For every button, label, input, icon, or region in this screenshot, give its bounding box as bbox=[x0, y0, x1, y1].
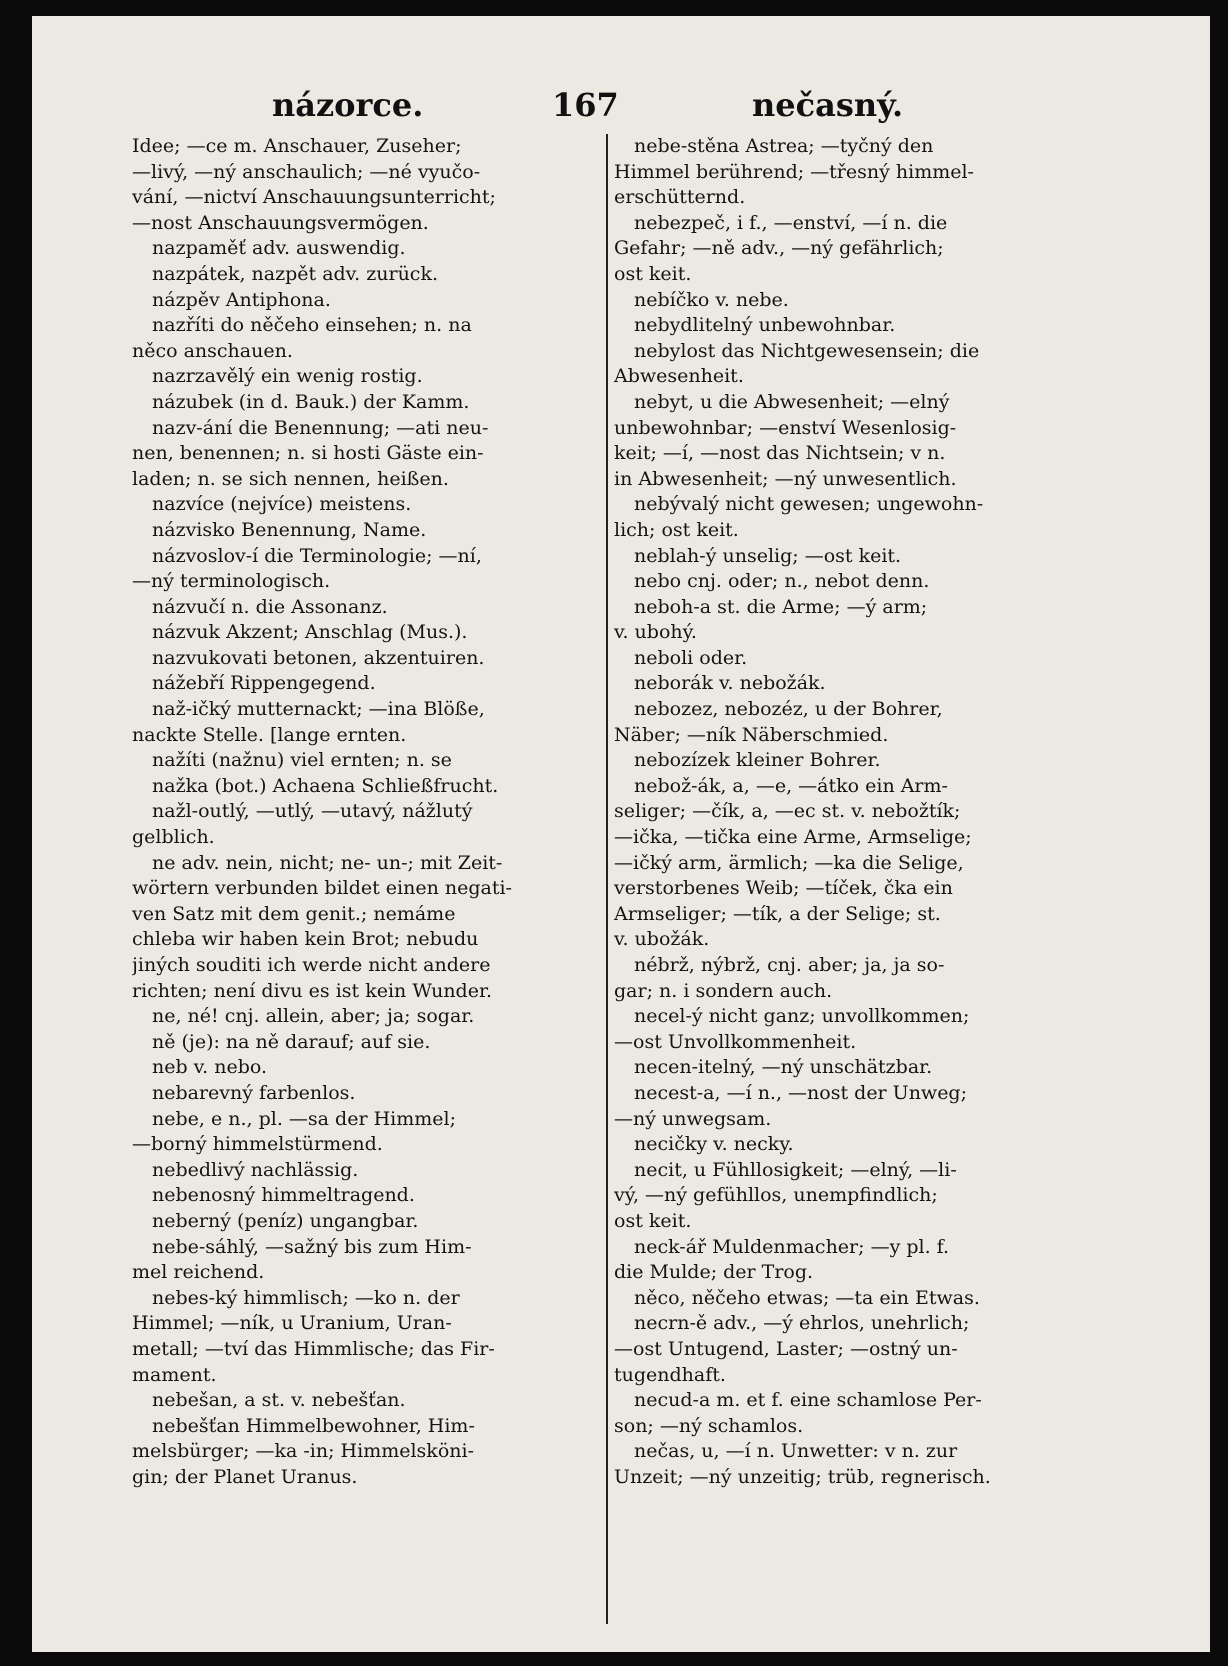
entry-line: názvoslov-í die Terminologie; —ní, bbox=[152, 544, 482, 567]
entry-line: v. ubožák. bbox=[614, 928, 710, 951]
entry-line: ne adv. nein, nicht; ne- un-; mit Zeit- bbox=[152, 851, 503, 874]
entry-line: —ný terminologisch. bbox=[132, 570, 331, 593]
entry-line: necel-ý nicht ganz; unvollkommen; bbox=[634, 1005, 970, 1028]
entry-line: názpěv Antiphona. bbox=[152, 288, 331, 311]
entry-line: nazvíce (nejvíce) meistens. bbox=[152, 493, 412, 516]
entry-line: nazpaměť adv. auswendig. bbox=[152, 237, 406, 260]
right-column bbox=[614, 134, 1084, 1624]
entry-line: nebozízek kleiner Bohrer. bbox=[634, 749, 881, 772]
entry-line: nebylost das Nichtgewesensein; die bbox=[634, 339, 980, 362]
entry-line: něco anschauen. bbox=[132, 339, 293, 362]
entry-line: nebedlivý nachlässig. bbox=[152, 1158, 359, 1181]
entry-line: nen, benennen; n. si hosti Gäste ein- bbox=[132, 442, 484, 465]
entry-line: nebarevný farbenlos. bbox=[152, 1081, 356, 1104]
entry-line: neboh-a st. die Arme; —ý arm; bbox=[634, 595, 928, 618]
entry-line: ven Satz mit dem genit.; nemáme bbox=[132, 902, 456, 925]
entry-line: Himmel berührend; —třesný himmel- bbox=[614, 160, 974, 183]
entry-line: die Mulde; der Trog. bbox=[614, 1261, 814, 1284]
entry-line: nečas, u, —í n. Unwetter: v n. zur bbox=[634, 1440, 958, 1463]
entry-line: tugendhaft. bbox=[614, 1363, 726, 1386]
entry-line: nebíčko v. nebe. bbox=[634, 288, 789, 311]
entry-line: necičky v. necky. bbox=[634, 1133, 794, 1156]
entry-line: ost keit. bbox=[614, 262, 692, 285]
entry-line: neck-ář Muldenmacher; —y pl. f. bbox=[634, 1235, 950, 1258]
entry-line: ne, né! cnj. allein, aber; ja; sogar. bbox=[152, 1005, 475, 1028]
entry-line: son; —ný schamlos. bbox=[614, 1414, 804, 1437]
entry-line: melsbürger; —ka -in; Himmelsköni- bbox=[132, 1440, 474, 1463]
entry-line: chleba wir haben kein Brot; nebudu bbox=[132, 928, 479, 951]
entry-line: Himmel; —ník, u Uranium, Uran- bbox=[132, 1312, 452, 1335]
entry-line: nazpátek, nazpět adv. zurück. bbox=[152, 262, 439, 285]
entry-line: Näber; —ník Näberschmied. bbox=[614, 723, 889, 746]
entry-line: nazříti do něčeho einsehen; n. na bbox=[152, 314, 472, 337]
entry-line: vý, —ný gefühllos, unempfindlich; bbox=[614, 1184, 938, 1207]
entry-line: necen-itelný, —ný unschätzbar. bbox=[634, 1056, 933, 1079]
entry-line: nackte Stelle. [lange ernten. bbox=[132, 723, 407, 746]
entry-line: neborák v. nebožák. bbox=[634, 672, 826, 695]
entry-line: laden; n. se sich nennen, heißen. bbox=[132, 467, 449, 490]
entry-line: keit; —í, —nost das Nichtsein; v n. bbox=[614, 442, 946, 465]
entry-line: mament. bbox=[132, 1363, 217, 1386]
entry-line: názvuk Akzent; Anschlag (Mus.). bbox=[152, 621, 468, 644]
entry-line: necest-a, —í n., —nost der Unweg; bbox=[634, 1081, 968, 1104]
entry-line: jiných souditi ich werde nicht andere bbox=[132, 954, 491, 976]
entry-line: —ný unwegsam. bbox=[614, 1107, 772, 1130]
entry-line: názubek (in d. Bauk.) der Kamm. bbox=[152, 390, 470, 413]
entry-line: něco, něčeho etwas; —ta ein Etwas. bbox=[634, 1286, 980, 1309]
entry-line: ost keit. bbox=[614, 1209, 692, 1232]
entry-line: nebešan, a st. v. nebešťan. bbox=[152, 1389, 406, 1412]
entry-line: Idee; —ce m. Anschauer, Zuseher; bbox=[132, 135, 462, 157]
entry-line: lich; ost keit. bbox=[614, 518, 739, 541]
entry-line: nebo cnj. oder; n., nebot denn. bbox=[634, 570, 930, 593]
entry-line: —ost Unvollkommenheit. bbox=[614, 1030, 857, 1053]
entry-line: —borný himmelstürmend. bbox=[132, 1133, 383, 1156]
page-number: 167 bbox=[552, 86, 619, 124]
entry-line: Unzeit; —ný unzeitig; trüb, regnerisch. bbox=[614, 1465, 991, 1488]
entry-line: —livý, —ný anschaulich; —né vyučo- bbox=[132, 160, 481, 183]
entry-line: nažíti (nažnu) viel ernten; n. se bbox=[152, 749, 452, 772]
entry-line: nazrzavělý ein wenig rostig. bbox=[152, 365, 423, 388]
entry-line: nebož-ák, a, —e, —átko ein Arm- bbox=[634, 774, 948, 797]
entry-line: nébrž, nýbrž, cnj. aber; ja, ja so- bbox=[634, 954, 945, 976]
entry-line: nebyt, u die Abwesenheit; —elný bbox=[634, 390, 950, 413]
entry-line: nážebří Rippengegend. bbox=[152, 672, 376, 695]
entry-line: —ička, —tička eine Arme, Armselige; bbox=[614, 826, 972, 849]
entry-line: vání, —nictví Anschauungsunterricht; bbox=[132, 186, 496, 209]
entry-line: nebes-ký himmlisch; —ko n. der bbox=[152, 1286, 460, 1309]
entry-line: nažl-outlý, —utlý, —utavý, nážlutý bbox=[152, 800, 473, 823]
entry-line: nebydlitelný unbewohnbar. bbox=[634, 314, 896, 337]
entry-line: názvučí n. die Assonanz. bbox=[152, 595, 388, 618]
entry-line: Armseliger; —tík, a der Selige; st. bbox=[614, 902, 941, 925]
entry-line: gelblich. bbox=[132, 826, 215, 849]
entry-line: erschütternd. bbox=[614, 186, 746, 209]
entry-line: unbewohnbar; —enství Wesenlosig- bbox=[614, 416, 957, 439]
entry-line: nebezpeč, i f., —enství, —í n. die bbox=[634, 211, 948, 234]
entry-line: nazvukovati betonen, akzentuiren. bbox=[152, 646, 485, 669]
entry-line: necud-a m. et f. eine schamlose Per- bbox=[634, 1389, 982, 1412]
entry-line: in Abwesenheit; —ný unwesentlich. bbox=[614, 467, 957, 490]
entry-line: nebe, e n., pl. —sa der Himmel; bbox=[152, 1107, 456, 1130]
entry-line: nebozez, nebozéz, u der Bohrer, bbox=[634, 698, 943, 721]
entry-line: nebývalý nicht gewesen; ungewohn- bbox=[634, 493, 984, 516]
entry-line: neb v. nebo. bbox=[152, 1056, 268, 1079]
entry-line: gar; n. i sondern auch. bbox=[614, 979, 833, 1002]
entry-line: necit, u Fühllosigkeit; —elný, —li- bbox=[634, 1158, 957, 1181]
entry-line: neberný (peníz) ungangbar. bbox=[152, 1209, 419, 1232]
entry-line: mel reichend. bbox=[132, 1261, 265, 1284]
header-last-word: nečasný. bbox=[752, 86, 904, 124]
entry-line: názvisko Benennung, Name. bbox=[152, 518, 427, 541]
entry-line: nebešťan Himmelbewohner, Him- bbox=[152, 1414, 475, 1437]
entry-line: ně (je): na ně darauf; auf sie. bbox=[152, 1030, 431, 1053]
entry-line: Abwesenheit. bbox=[614, 365, 744, 388]
entry-line: neblah-ý unselig; —ost keit. bbox=[634, 544, 902, 567]
entry-line: v. ubohý. bbox=[614, 621, 697, 644]
entry-line: richten; není divu es ist kein Wunder. bbox=[132, 979, 492, 1002]
entry-line: —ičký arm, ärmlich; —ka die Selige, bbox=[614, 851, 964, 874]
entry-line: nazv-ání die Benennung; —ati neu- bbox=[152, 416, 489, 439]
entry-line: Gefahr; —ně adv., —ný gefährlich; bbox=[614, 237, 944, 260]
entry-line: seliger; —čík, a, —ec st. v. nebožtík; bbox=[614, 800, 961, 823]
entry-line: gin; der Planet Uranus. bbox=[132, 1465, 358, 1488]
entry-line: nebenosný himmeltragend. bbox=[152, 1184, 415, 1207]
entry-line: metall; —tví das Himmlische; das Fir- bbox=[132, 1337, 495, 1360]
entry-line: verstorbenes Weib; —tíček, čka ein bbox=[614, 877, 953, 900]
entry-line: naž-ičký mutternackt; —ina Blöße, bbox=[152, 698, 485, 721]
entry-line: necrn-ě adv., —ý ehrlos, unehrlich; bbox=[634, 1312, 970, 1335]
page-header bbox=[32, 86, 1210, 126]
entry-line: wörtern verbunden bildet einen negati- bbox=[132, 877, 512, 900]
entry-line: nebe-stěna Astrea; —tyčný den bbox=[634, 135, 934, 157]
entry-line: nažka (bot.) Achaena Schließfrucht. bbox=[152, 774, 499, 797]
entry-line: —ost Untugend, Laster; —ostný un- bbox=[614, 1337, 958, 1360]
left-column bbox=[132, 134, 602, 1624]
entry-line: neboli oder. bbox=[634, 646, 748, 669]
header-first-word: názorce. bbox=[272, 86, 424, 124]
column-divider bbox=[606, 134, 608, 1624]
dictionary-page bbox=[32, 16, 1210, 1652]
entry-line: nebe-sáhlý, —sažný bis zum Him- bbox=[152, 1235, 472, 1258]
entry-line: —nost Anschauungsvermögen. bbox=[132, 211, 429, 234]
